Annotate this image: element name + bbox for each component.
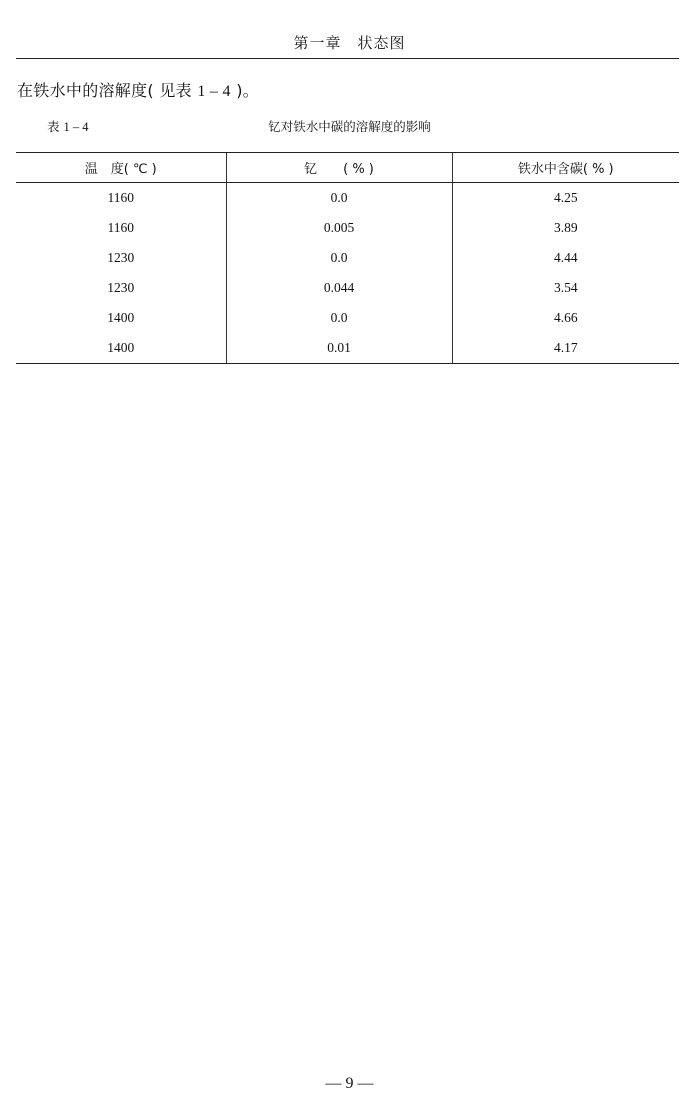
cell-yttrium: 0.005 — [226, 213, 452, 243]
cell-temperature: 1160 — [107, 220, 134, 235]
cell-yttrium: 0.01 — [226, 333, 452, 364]
paragraph-prefix: 在铁水中的溶解度( 见表 — [17, 81, 198, 100]
solubility-table — [16, 152, 679, 364]
cell-yttrium: 0.0 — [226, 183, 452, 214]
chapter-header-title: 第一章 状态图 — [293, 34, 406, 52]
table-row — [16, 243, 679, 273]
table-header-row — [16, 153, 679, 183]
table-label-number: 1 – 4 — [63, 120, 89, 134]
cell-yttrium: 0.0 — [226, 243, 452, 273]
table-row — [16, 213, 679, 243]
header-rule — [16, 58, 679, 59]
cell-carbon: 3.89 — [452, 213, 679, 243]
column-header-yttrium: 钇 ( % ) — [226, 153, 452, 183]
cell-yttrium: 0.044 — [226, 273, 452, 303]
cell-temperature: 1230 — [107, 250, 135, 265]
cell-carbon: 3.54 — [452, 273, 679, 303]
table-row — [16, 333, 679, 364]
cell-carbon: 4.25 — [452, 183, 679, 214]
cell-temperature: 1400 — [16, 333, 226, 364]
paragraph-suffix: )。 — [230, 81, 260, 100]
cell-carbon: 4.44 — [452, 243, 679, 273]
paragraph-table-ref: 1 – 4 — [197, 83, 231, 100]
cell-temperature: 1230 — [107, 280, 135, 295]
body-paragraph — [17, 78, 259, 101]
cell-yttrium: 0.0 — [226, 303, 452, 333]
cell-temperature: 1400 — [107, 310, 135, 325]
page-number: — 9 — — [325, 1075, 374, 1092]
table-row — [16, 183, 679, 214]
column-header-carbon: 铁水中含碳( % ) — [452, 153, 679, 183]
cell-carbon: 4.17 — [452, 333, 679, 364]
table-title: 钇对铁水中碳的溶解度的影响 — [268, 119, 431, 134]
table-row — [16, 303, 679, 333]
table-label-prefix: 表 — [47, 119, 64, 134]
cell-temperature: 1160 — [107, 190, 134, 205]
table-row — [16, 273, 679, 303]
column-header-temperature: 温 度( ℃ ) — [16, 153, 226, 183]
cell-carbon: 4.66 — [452, 303, 679, 333]
